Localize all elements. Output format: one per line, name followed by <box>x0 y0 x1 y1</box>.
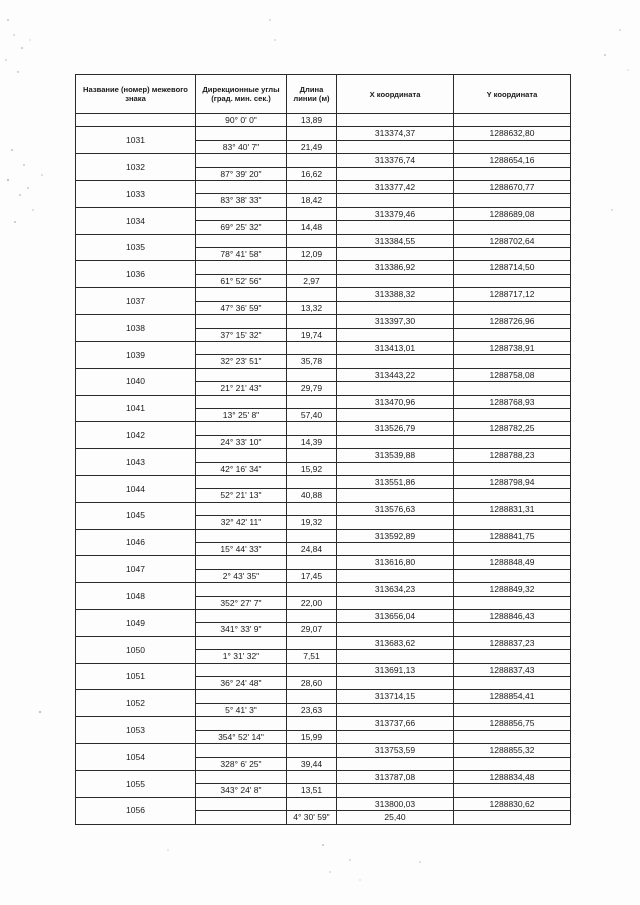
line-length: 24,84 <box>287 543 337 556</box>
x-coordinate: 313388,32 <box>337 288 454 301</box>
boundary-mark-name: 1049 <box>76 610 196 637</box>
table-row-point <box>76 449 571 462</box>
direction-angle-spacer <box>196 663 287 676</box>
table-row-point <box>76 583 571 596</box>
direction-angle-spacer <box>196 261 287 274</box>
line-length: 23,63 <box>287 703 337 716</box>
line-length: 13,51 <box>287 784 337 797</box>
table-row-point <box>76 636 571 649</box>
direction-angle: 32° 42' 11" <box>196 516 287 529</box>
header-boundary-mark-name: Название (номер) межевого знака <box>76 75 196 114</box>
boundary-mark-name: 1036 <box>76 261 196 288</box>
direction-angle-spacer <box>196 529 287 542</box>
y-coordinate-spacer <box>454 569 571 582</box>
y-coordinate: 1288768,93 <box>454 395 571 408</box>
y-coordinate-spacer <box>454 623 571 636</box>
x-coordinate-spacer <box>337 140 454 153</box>
boundary-mark-name: 1035 <box>76 234 196 261</box>
direction-angle: 343° 24' 8" <box>196 784 287 797</box>
y-coordinate: 1288798,94 <box>454 475 571 488</box>
y-coordinate: 1288841,75 <box>454 529 571 542</box>
line-length: 15,99 <box>287 730 337 743</box>
direction-angle-spacer <box>196 770 287 783</box>
x-coordinate-spacer <box>337 167 454 180</box>
table-row-point <box>76 315 571 328</box>
direction-angle-spacer <box>196 583 287 596</box>
table-row-point <box>76 797 571 810</box>
table-row-point <box>76 368 571 381</box>
boundary-mark-name: 1047 <box>76 556 196 583</box>
line-length: 17,45 <box>287 569 337 582</box>
line-length-spacer <box>287 315 337 328</box>
y-coordinate-spacer <box>454 194 571 207</box>
direction-angle: 4° 30' 59" <box>287 811 337 824</box>
direction-angle: 32° 23' 51" <box>196 355 287 368</box>
x-coordinate-spacer <box>337 489 454 502</box>
y-coordinate-spacer <box>454 274 571 287</box>
table-row-point <box>76 395 571 408</box>
boundary-mark-name: 1039 <box>76 341 196 368</box>
direction-angle: 36° 24' 48" <box>196 677 287 690</box>
direction-angle: 13° 25' 8" <box>196 408 287 421</box>
table-row-point <box>76 690 571 703</box>
direction-angle-spacer <box>196 234 287 247</box>
direction-angle: 52° 21' 13" <box>196 489 287 502</box>
line-length-spacer <box>287 207 337 220</box>
y-coordinate: 1288714,50 <box>454 261 571 274</box>
direction-angle-spacer <box>196 744 287 757</box>
line-length-spacer <box>287 234 337 247</box>
table-row-point <box>76 610 571 623</box>
boundary-coordinates-table <box>75 74 571 825</box>
y-coordinate: 1288689,08 <box>454 207 571 220</box>
line-length-spacer <box>287 395 337 408</box>
direction-angle: 83° 40' 7" <box>196 140 287 153</box>
x-coordinate-spacer <box>337 355 454 368</box>
table-row-point <box>76 744 571 757</box>
line-length-spacer <box>287 288 337 301</box>
direction-angle: 352° 27' 7" <box>196 596 287 609</box>
line-length-spacer <box>287 368 337 381</box>
line-length: 12,09 <box>287 248 337 261</box>
boundary-mark-name: 1041 <box>76 395 196 422</box>
boundary-mark-name-empty <box>196 811 287 824</box>
line-length: 19,32 <box>287 516 337 529</box>
line-length: 25,40 <box>337 811 454 824</box>
table-row-point <box>76 154 571 167</box>
direction-angle: 37° 15' 32" <box>196 328 287 341</box>
line-length-spacer <box>287 502 337 515</box>
y-coordinate-spacer <box>454 516 571 529</box>
line-length-spacer <box>287 529 337 542</box>
line-length-spacer <box>287 127 337 140</box>
line-length-spacer <box>287 744 337 757</box>
x-coordinate: 313656,04 <box>337 610 454 623</box>
y-coordinate: 1288834,48 <box>454 770 571 783</box>
line-length-spacer <box>287 341 337 354</box>
y-coordinate-spacer <box>454 703 571 716</box>
x-coordinate-spacer <box>454 811 571 824</box>
table-body <box>76 114 571 825</box>
table-row-point <box>76 422 571 435</box>
x-coordinate-spacer <box>337 730 454 743</box>
line-length: 15,92 <box>287 462 337 475</box>
direction-angle-spacer <box>196 395 287 408</box>
x-coordinate-spacer <box>337 703 454 716</box>
direction-angle-spacer <box>196 475 287 488</box>
direction-angle-spacer <box>196 422 287 435</box>
table-header-row <box>76 75 571 114</box>
x-coordinate: 313787,08 <box>337 770 454 783</box>
x-coordinate-spacer <box>337 623 454 636</box>
boundary-mark-name: 1034 <box>76 207 196 234</box>
direction-angle-spacer <box>196 154 287 167</box>
direction-angle: 24° 33' 10" <box>196 435 287 448</box>
y-coordinate: 1288782,25 <box>454 422 571 435</box>
y-coordinate-spacer <box>454 328 571 341</box>
boundary-mark-name: 1037 <box>76 288 196 315</box>
boundary-mark-name: 1038 <box>76 315 196 342</box>
y-coordinate-spacer <box>454 248 571 261</box>
x-coordinate: 313616,80 <box>337 556 454 569</box>
direction-angle: 21° 21' 43" <box>196 382 287 395</box>
direction-angle-spacer <box>196 181 287 194</box>
direction-angle: 1° 31' 32" <box>196 650 287 663</box>
line-length: 16,62 <box>287 167 337 180</box>
direction-angle-spacer <box>196 127 287 140</box>
table-row-segment <box>76 114 571 127</box>
y-coordinate: 1288846,43 <box>454 610 571 623</box>
table-row-point <box>76 127 571 140</box>
line-length-spacer <box>287 717 337 730</box>
line-length-spacer <box>287 449 337 462</box>
direction-angle-spacer <box>196 341 287 354</box>
line-length: 35,78 <box>287 355 337 368</box>
header-x-coordinate: X координата <box>337 75 454 114</box>
line-length: 14,39 <box>287 435 337 448</box>
y-coordinate: 1288726,96 <box>454 315 571 328</box>
y-coordinate: 1288654,16 <box>454 154 571 167</box>
x-coordinate-spacer <box>337 516 454 529</box>
boundary-mark-name: 1032 <box>76 154 196 181</box>
line-length: 13,32 <box>287 301 337 314</box>
boundary-mark-name: 1055 <box>76 770 196 797</box>
x-coordinate: 313413,01 <box>337 341 454 354</box>
direction-angle-spacer <box>196 502 287 515</box>
line-length-spacer <box>287 663 337 676</box>
boundary-mark-name: 1046 <box>76 529 196 556</box>
x-coordinate-spacer <box>337 757 454 770</box>
boundary-mark-name: 1056 <box>76 797 196 824</box>
line-length: 19,74 <box>287 328 337 341</box>
x-coordinate-spacer <box>337 408 454 421</box>
y-coordinate: 1288632,80 <box>454 127 571 140</box>
line-length: 28,60 <box>287 677 337 690</box>
x-coordinate-spacer <box>337 543 454 556</box>
direction-angle: 61° 52' 56" <box>196 274 287 287</box>
direction-angle: 69° 25' 32" <box>196 221 287 234</box>
direction-angle: 83° 38' 33" <box>196 194 287 207</box>
line-length: 14,48 <box>287 221 337 234</box>
y-coordinate-spacer <box>454 140 571 153</box>
table-row-point <box>76 529 571 542</box>
line-length-spacer <box>287 181 337 194</box>
line-length-spacer <box>287 154 337 167</box>
x-coordinate: 313443,22 <box>337 368 454 381</box>
y-coordinate-spacer <box>454 757 571 770</box>
direction-angle: 87° 39' 20" <box>196 167 287 180</box>
boundary-mark-name: 1045 <box>76 502 196 529</box>
direction-angle: 78° 41' 58" <box>196 248 287 261</box>
direction-angle: 15° 44' 33" <box>196 543 287 556</box>
line-length-spacer <box>287 475 337 488</box>
y-coordinate: 1288856,75 <box>454 717 571 730</box>
boundary-mark-name: 1033 <box>76 181 196 208</box>
boundary-mark-name-empty <box>76 114 196 127</box>
y-coordinate-spacer <box>454 408 571 421</box>
table-row-point <box>76 261 571 274</box>
x-coordinate: 313800,03 <box>337 797 454 810</box>
y-coordinate-spacer <box>454 543 571 556</box>
direction-angle-spacer <box>196 368 287 381</box>
direction-angle: 328° 6' 25" <box>196 757 287 770</box>
x-coordinate-spacer <box>337 382 454 395</box>
x-coordinate-spacer <box>337 435 454 448</box>
direction-angle: 2° 43' 35" <box>196 569 287 582</box>
table-row-point <box>76 207 571 220</box>
x-coordinate: 313539,88 <box>337 449 454 462</box>
boundary-mark-name: 1050 <box>76 636 196 663</box>
direction-angle: 354° 52' 14" <box>196 730 287 743</box>
x-coordinate: 313374,37 <box>337 127 454 140</box>
x-coordinate-spacer <box>337 248 454 261</box>
direction-angle-spacer <box>196 797 287 810</box>
table-row-point <box>76 663 571 676</box>
boundary-mark-name: 1052 <box>76 690 196 717</box>
direction-angle-spacer <box>196 207 287 220</box>
line-length: 18,42 <box>287 194 337 207</box>
direction-angle-spacer <box>196 690 287 703</box>
x-coordinate: 313576,63 <box>337 502 454 515</box>
y-coordinate-spacer <box>454 355 571 368</box>
x-coordinate: 313397,30 <box>337 315 454 328</box>
x-coordinate: 313551,86 <box>337 475 454 488</box>
y-coordinate-spacer <box>454 650 571 663</box>
x-coordinate-spacer <box>337 221 454 234</box>
line-length: 2,97 <box>287 274 337 287</box>
x-coordinate: 313683,62 <box>337 636 454 649</box>
direction-angle-spacer <box>196 636 287 649</box>
direction-angle-spacer <box>196 717 287 730</box>
line-length: 13,89 <box>287 114 337 127</box>
y-coordinate-spacer <box>454 462 571 475</box>
line-length-spacer <box>287 636 337 649</box>
x-coordinate-spacer <box>337 677 454 690</box>
line-length: 40,88 <box>287 489 337 502</box>
table-row-point <box>76 502 571 515</box>
table-row-point <box>76 717 571 730</box>
line-length: 29,79 <box>287 382 337 395</box>
x-coordinate: 313526,79 <box>337 422 454 435</box>
x-coordinate: 313753,59 <box>337 744 454 757</box>
y-coordinate-spacer <box>454 677 571 690</box>
table-row-point <box>76 234 571 247</box>
line-length-spacer <box>287 690 337 703</box>
line-length-spacer <box>287 770 337 783</box>
y-coordinate-spacer <box>454 784 571 797</box>
x-coordinate: 313376,74 <box>337 154 454 167</box>
line-length-spacer <box>287 797 337 810</box>
table-row-point <box>76 770 571 783</box>
table-row-point <box>76 341 571 354</box>
x-coordinate: 313386,92 <box>337 261 454 274</box>
y-coordinate-spacer <box>454 114 571 127</box>
x-coordinate-spacer <box>337 784 454 797</box>
y-coordinate-spacer <box>454 730 571 743</box>
header-direction-angles: Дирекционные углы (град. мин. сек.) <box>196 75 287 114</box>
boundary-mark-name: 1043 <box>76 449 196 476</box>
direction-angle-spacer <box>196 556 287 569</box>
direction-angle: 42° 16' 34" <box>196 462 287 475</box>
x-coordinate-spacer <box>337 328 454 341</box>
table-row-point <box>76 475 571 488</box>
direction-angle: 341° 33' 9" <box>196 623 287 636</box>
y-coordinate: 1288837,23 <box>454 636 571 649</box>
boundary-mark-name: 1031 <box>76 127 196 154</box>
boundary-mark-name: 1054 <box>76 744 196 771</box>
y-coordinate-spacer <box>454 382 571 395</box>
x-coordinate-spacer <box>337 274 454 287</box>
line-length: 29,07 <box>287 623 337 636</box>
y-coordinate: 1288758,08 <box>454 368 571 381</box>
table-row-point <box>76 288 571 301</box>
x-coordinate-spacer <box>337 114 454 127</box>
line-length-spacer <box>287 610 337 623</box>
x-coordinate: 313737,66 <box>337 717 454 730</box>
boundary-mark-name: 1044 <box>76 475 196 502</box>
y-coordinate: 1288854,41 <box>454 690 571 703</box>
boundary-mark-name: 1042 <box>76 422 196 449</box>
y-coordinate: 1288837,43 <box>454 663 571 676</box>
y-coordinate: 1288848,49 <box>454 556 571 569</box>
header-y-coordinate: Y координата <box>454 75 571 114</box>
line-length: 22,00 <box>287 596 337 609</box>
line-length: 7,51 <box>287 650 337 663</box>
direction-angle: 5° 41' 3" <box>196 703 287 716</box>
table-row-point <box>76 556 571 569</box>
y-coordinate: 1288717,12 <box>454 288 571 301</box>
y-coordinate: 1288849,32 <box>454 583 571 596</box>
direction-angle-spacer <box>196 315 287 328</box>
line-length-spacer <box>287 583 337 596</box>
x-coordinate-spacer <box>337 194 454 207</box>
y-coordinate: 1288738,91 <box>454 341 571 354</box>
direction-angle: 90° 0' 0" <box>196 114 287 127</box>
line-length-spacer <box>287 261 337 274</box>
x-coordinate-spacer <box>337 301 454 314</box>
x-coordinate: 313384,55 <box>337 234 454 247</box>
y-coordinate: 1288788,23 <box>454 449 571 462</box>
direction-angle-spacer <box>196 449 287 462</box>
x-coordinate: 313592,89 <box>337 529 454 542</box>
x-coordinate-spacer <box>337 569 454 582</box>
line-length: 21,49 <box>287 140 337 153</box>
x-coordinate: 313714,15 <box>337 690 454 703</box>
y-coordinate: 1288670,77 <box>454 181 571 194</box>
x-coordinate: 313377,42 <box>337 181 454 194</box>
x-coordinate: 313691,13 <box>337 663 454 676</box>
boundary-mark-name: 1048 <box>76 583 196 610</box>
boundary-mark-name: 1053 <box>76 717 196 744</box>
boundary-mark-name: 1051 <box>76 663 196 690</box>
direction-angle-spacer <box>196 288 287 301</box>
y-coordinate-spacer <box>454 301 571 314</box>
table-row-point <box>76 181 571 194</box>
line-length: 57,40 <box>287 408 337 421</box>
x-coordinate-spacer <box>337 596 454 609</box>
y-coordinate-spacer <box>454 221 571 234</box>
y-coordinate: 1288831,31 <box>454 502 571 515</box>
x-coordinate-spacer <box>337 650 454 663</box>
line-length-spacer <box>287 556 337 569</box>
y-coordinate-spacer <box>454 167 571 180</box>
y-coordinate: 1288702,64 <box>454 234 571 247</box>
boundary-mark-name: 1040 <box>76 368 196 395</box>
x-coordinate: 313470,96 <box>337 395 454 408</box>
direction-angle-spacer <box>196 610 287 623</box>
y-coordinate-spacer <box>454 596 571 609</box>
x-coordinate-spacer <box>337 462 454 475</box>
y-coordinate: 1288855,32 <box>454 744 571 757</box>
y-coordinate: 1288830,62 <box>454 797 571 810</box>
x-coordinate: 313379,46 <box>337 207 454 220</box>
y-coordinate-spacer <box>454 435 571 448</box>
header-line-length: Длина линии (м) <box>287 75 337 114</box>
line-length-spacer <box>287 422 337 435</box>
line-length: 39,44 <box>287 757 337 770</box>
y-coordinate-spacer <box>454 489 571 502</box>
x-coordinate: 313634,23 <box>337 583 454 596</box>
direction-angle: 47° 36' 59" <box>196 301 287 314</box>
